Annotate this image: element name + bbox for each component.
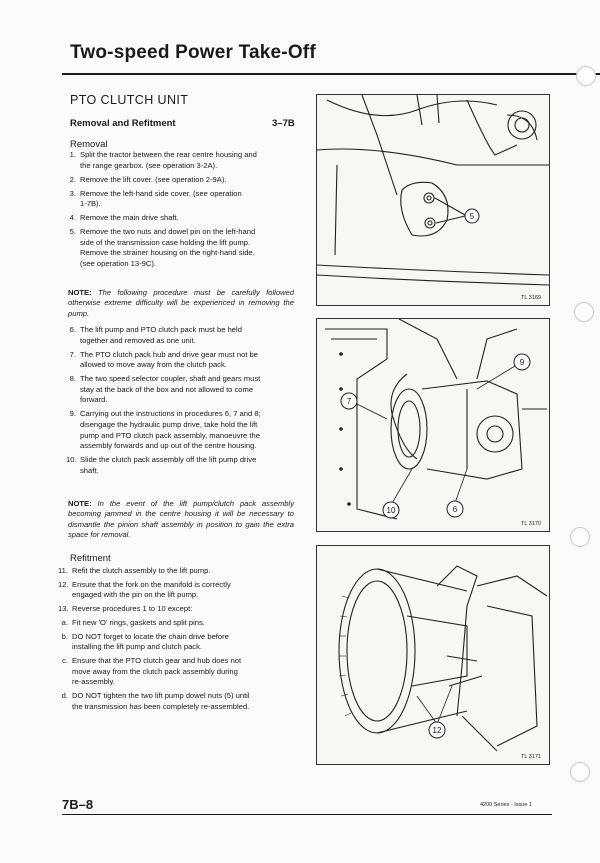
step-line: Reverse procedures 1 to 10 except:	[72, 604, 193, 614]
step-text	[80, 227, 296, 269]
step-number: 12.	[58, 579, 69, 589]
figure-tl3171	[316, 545, 550, 765]
step-line: the transmission has been completely re-assembled.	[72, 701, 250, 711]
step-text	[80, 175, 296, 186]
refitment-heading: Refitment	[70, 553, 111, 564]
step-number: 10.	[66, 455, 77, 465]
step-line: allowed to move away from the clutch pack.	[80, 360, 227, 370]
step-text	[80, 374, 296, 406]
step-line: the range gearbox. (see operation 3-2A).	[80, 160, 218, 170]
step-text	[72, 618, 296, 629]
note-1-label: NOTE:	[68, 288, 92, 297]
step-line: pump and PTO clutch pack assembly, manoeuvre the	[80, 430, 260, 440]
page-title: Two-speed Power Take-Off	[70, 42, 316, 63]
binder-hole-middle	[570, 527, 590, 547]
step-line: Carrying out the instructions in procedures 6, 7 and 8;	[80, 409, 261, 419]
page-number: 7B–8	[62, 797, 94, 812]
note-1	[68, 288, 294, 319]
callout-12: 12	[432, 726, 442, 735]
step-number: 3.	[69, 188, 76, 198]
step-line: stay at the back of the box and not allowed to come	[80, 384, 254, 394]
step-line: The PTO clutch pack hub and drive gear must not be	[80, 349, 258, 359]
step-text	[72, 604, 296, 615]
step-text	[72, 691, 296, 712]
callout-6: 6	[452, 505, 458, 514]
step-line: Remove the lift cover. (see operation 2-9A).	[80, 174, 227, 184]
binder-hole-bottom	[570, 762, 590, 782]
step-line: shaft.	[80, 465, 99, 475]
figure-tl3170-drawing	[317, 319, 549, 531]
step-text	[80, 213, 296, 224]
step-line: Fit new 'O' rings, gaskets and split pins.	[72, 618, 205, 627]
step-line: Ensure that the fork on the manifold is correctly	[72, 579, 231, 589]
note-2-label: NOTE:	[68, 499, 92, 508]
step-line: assembly forwards and up out of the centre housing.	[80, 441, 257, 451]
step-text	[72, 656, 296, 688]
callout-9: 9	[519, 358, 525, 367]
series-label: 4200 Series - Issue 1	[480, 802, 532, 808]
operation-number: 3–7B	[272, 118, 295, 129]
step-text	[80, 455, 296, 476]
figure-ref-3: TL 3171	[521, 754, 541, 760]
figure-tl3170	[316, 318, 550, 532]
step-line: Ensure that the PTO clutch gear and hub does not	[72, 656, 242, 666]
figure-tl3169-drawing	[317, 95, 549, 305]
step-line: DO NOT forget to locate the chain drive before	[72, 631, 229, 641]
step-number: 8.	[69, 374, 76, 384]
step-line: The lift pump and PTO clutch pack must be held	[80, 325, 242, 334]
section-title: PTO CLUTCH UNIT	[70, 93, 189, 107]
step-line: 1-7B).	[80, 199, 101, 209]
step-number: d.	[61, 691, 68, 701]
step-number: 4.	[69, 213, 76, 223]
step-line: forward.	[80, 395, 108, 405]
step-number: 11.	[58, 566, 68, 575]
figure-ref-1: TL 3169	[521, 295, 541, 301]
step-text	[80, 189, 296, 210]
step-number: 9.	[69, 409, 76, 419]
step-number: 7.	[69, 349, 76, 359]
step-line: engaged with the pin on the lift pump.	[72, 590, 199, 600]
step-line: Slide the clutch pack assembly off the lift pump drive	[80, 455, 257, 465]
step-line: together and removed as one unit.	[80, 335, 196, 345]
step-number: 2.	[69, 174, 76, 184]
step-line: move away from the clutch pack assembly during	[72, 666, 238, 676]
step-line: Remove the two nuts and dowel pin on the left-hand	[80, 227, 256, 237]
binder-hole-upper	[574, 302, 594, 322]
figure-tl3171-drawing	[317, 546, 549, 764]
callout-5: 5	[469, 212, 475, 221]
step-line: Refit the clutch assembly to the lift pump.	[72, 566, 211, 575]
step-number: 6.	[69, 325, 76, 334]
step-line: installing the lift pump and clutch pack.	[72, 642, 203, 652]
step-line: (see operation 13-9C).	[80, 258, 156, 268]
step-number: 13.	[58, 604, 69, 614]
step-number: a.	[61, 618, 68, 627]
sub-heading: Removal and Refitment	[70, 118, 176, 129]
step-number: 5.	[69, 227, 76, 237]
step-text	[72, 566, 296, 577]
step-text	[72, 632, 296, 653]
step-line: Remove the left-hand side cover. (see operation	[80, 188, 242, 198]
step-text	[80, 325, 296, 346]
step-line: Remove the strainer housing on the right-hand side.	[80, 248, 255, 258]
callout-10: 10	[386, 506, 396, 515]
step-line: Split the tractor between the rear centre housing and	[80, 150, 257, 159]
step-line: Remove the main drive shaft.	[80, 213, 179, 223]
figure-ref-2: TL 3170	[521, 521, 541, 527]
step-text	[80, 150, 296, 171]
note-1-text: The following procedure must be carefully followed otherwise extreme difficulty will be experienced in removing the pump.	[68, 288, 294, 318]
step-text	[80, 409, 296, 451]
bottom-rule	[62, 814, 552, 815]
step-text	[72, 580, 296, 601]
step-text	[80, 350, 296, 371]
step-line: The two speed selector coupler, shaft and gears must	[80, 374, 261, 384]
step-line: re-assembly.	[72, 677, 115, 687]
note-2-text: In the event of the lift pump/clutch pack assembly becoming jammed in the centre housing it will be necessary to dismantle the pinion shaft assembly in position to gain the extra space for removal.	[68, 499, 294, 540]
step-line: disengage the hydraulic pump drive, take hold the lift	[80, 419, 258, 429]
step-line: DO NOT tighten the two lift pump dowel nuts (5) until	[72, 691, 250, 701]
step-line: side of the transmission case holding the lift pump.	[80, 237, 251, 247]
removal-heading: Removal	[70, 139, 108, 150]
note-2	[68, 499, 294, 541]
callout-7: 7	[346, 397, 352, 406]
step-number: 1.	[69, 150, 76, 159]
step-number: c.	[62, 656, 68, 666]
figure-tl3169	[316, 94, 550, 306]
step-number: b.	[61, 631, 68, 641]
title-rule	[62, 73, 600, 75]
binder-hole-top	[576, 66, 596, 86]
